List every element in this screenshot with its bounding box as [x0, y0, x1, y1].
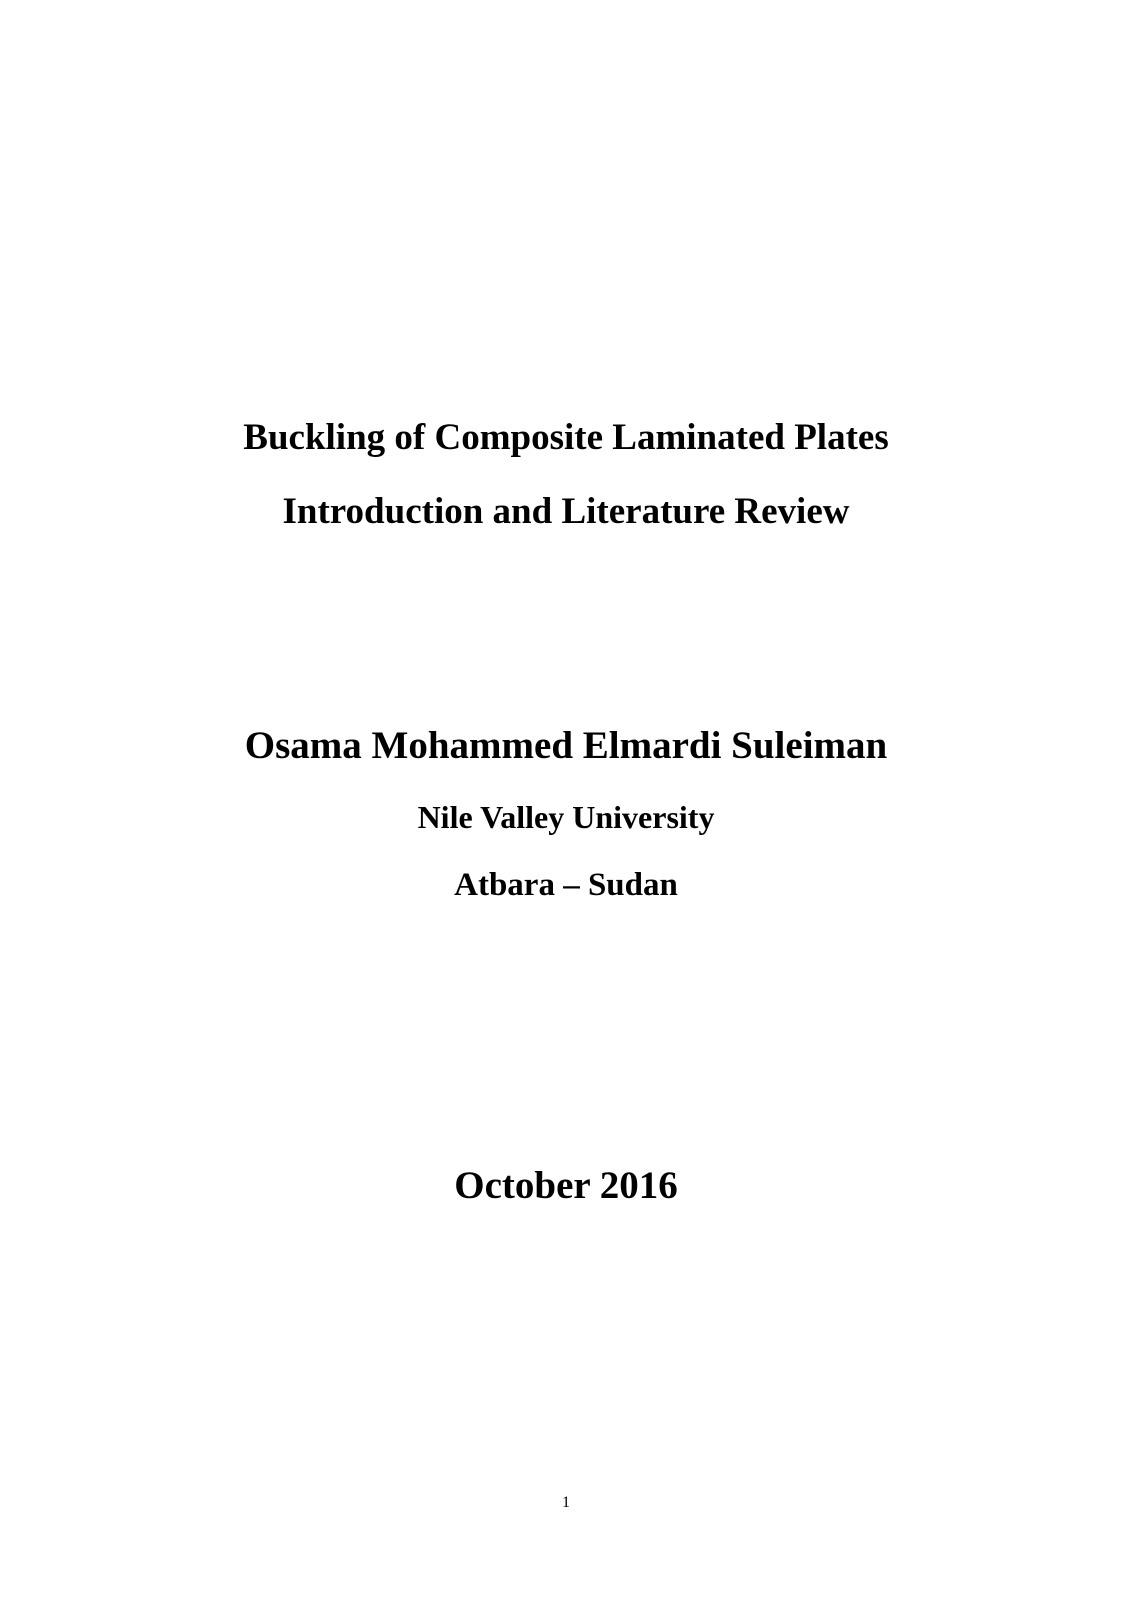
document-subtitle: Introduction and Literature Review	[282, 491, 850, 532]
affiliation: Nile Valley University	[417, 799, 715, 835]
document-title: Buckling of Composite Laminated Plates	[243, 417, 889, 458]
page-number: 1	[562, 1494, 570, 1511]
location: Atbara – Sudan	[454, 867, 678, 903]
author-name: Osama Mohammed Elmardi Suleiman	[244, 724, 888, 767]
publication-date: October 2016	[454, 1164, 678, 1207]
